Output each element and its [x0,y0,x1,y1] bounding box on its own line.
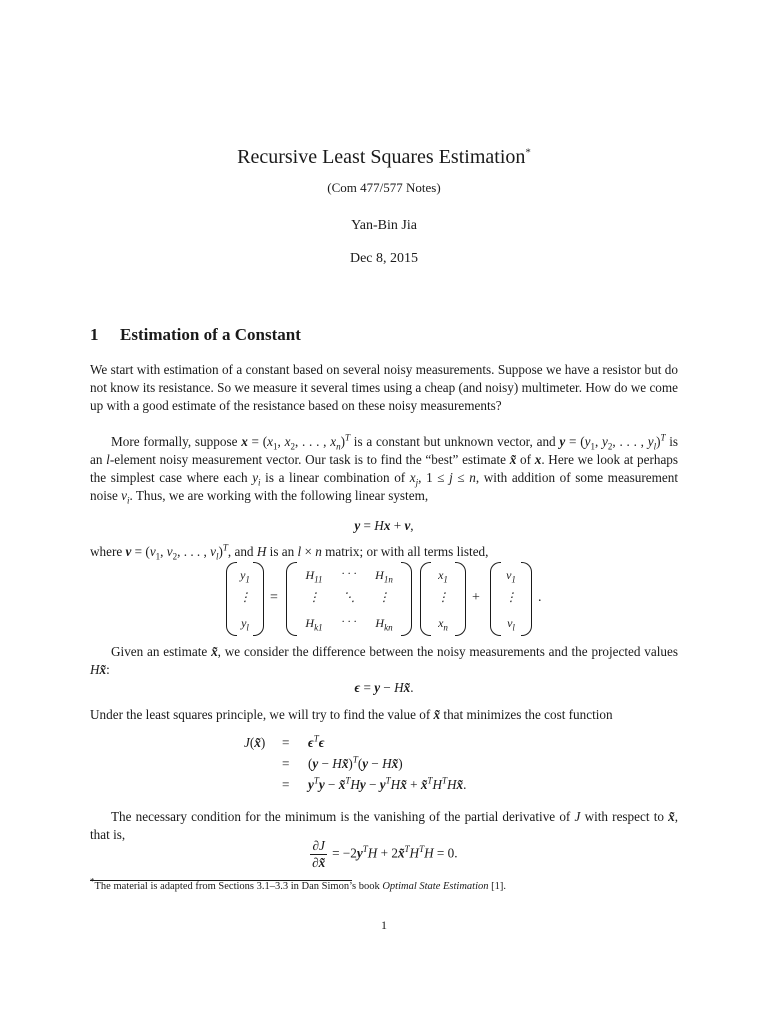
section-heading [90,325,301,345]
vector-y: $y_1$ ⋮ $y_l$ [226,562,264,636]
paragraph-noise-def: where $\nu = (\nu_1$, $\nu_2$, . . . , $\nu_l)^T$, and H is an l × n matrix; or with all terms listed, [90,542,489,562]
paper-date: Dec 8, 2015 [349,251,419,266]
equation-cost-lhs: J(x̃) [244,735,266,750]
paragraph-intro: We start with estimation of a constant based on several noisy measurements. Suppose we have a resistor but do not know its resistance. So we measure it several times using a cheap (and noisy) multimeter. How do we come up with a good estimate of the resistance based on these noisy measurements? [90,362,678,413]
equation-cost-line3: $y^Ty$ − x̃$^T$Hy − $y^THx̃$ + $x̃^TH^THx̃$. [308,775,467,792]
vector-nu: $\nu_1$ ⋮ $\nu_l$ [490,562,532,636]
footnote-reference: [1]. [491,881,506,892]
section-title: Estimation of a Constant [120,325,301,344]
section-number: 1 [90,325,99,344]
paper-subtitle: (Com 477/577 Notes) [327,180,441,195]
paragraph-necessary-condition: The necessary condition for the minimum is the vanishing of the partial derivative of J with respect to x̃, that is, [90,809,679,842]
footnote-book-title: Optimal State Estimation [382,881,489,892]
paper-author: Yan-Bin Jia [351,218,417,233]
page-number: 1 [381,918,387,932]
vector-x: $x_1$ ⋮ $x_n$ [420,562,466,636]
paragraph-least-squares: Under the least squares principle, we will try to find the value of x̃ that minimizes the cost function [90,707,613,722]
equation-linear-system: y = Hx + ν, [354,518,414,533]
equation-derivative: $\frac{\partial J}{\partial x̃}$ = $-2y^TH$ + $2x̃^TH^TH = 0$. [312,838,458,870]
equation-matrix-form: $y_1$ ⋮ $y_l$ = $H_{11}$ · · · $H_{1n}$ ⋮ ⋱ ⋮ $H_{k1}$ · · · $H_{kn}$ $x_1$ ⋮ $x_n$ + $\nu_1$ ⋮ $\nu_l$ . [226,562,556,636]
footnote-mark: * [90,876,95,887]
equation-cost-eq1: = [282,735,290,750]
footnote [90,876,506,892]
matrix-h: $H_{11}$ · · · $H_{1n}$ ⋮ ⋱ ⋮ $H_{k1}$ · · · $H_{kn}$ [286,562,412,636]
equation-cost-eq3: = [282,777,290,792]
paper-title [0,146,768,169]
title-footnote-mark: * [525,146,531,159]
equation-cost-eq2: = [282,756,290,771]
paragraph-formal: More formally, suppose $x = (x_1$, $x_2$, . . . , $x_n)^T$ is a constant but unknown vector, and $y = (y_1$, $y_2$, . . . , $y_l)^T$ is an l-element noisy measurement vector. Our task is to find the “best” estimate x̃ of x. Here we look at perhaps the simplest case where each $y_i$ is a linear combination of $x_j$, 1 ≤ j ≤ n, with addition of some measurement noise $\nu_i$. Thus, we are working with the following linear system, [90,432,679,506]
paragraph-estimate: Given an estimate x̃, we consider the difference between the noisy measurements and the projected values Hx̃: [90,644,679,677]
equation-error: ϵ = y − Hx̃. [354,680,414,695]
equation-cost-line1: $\epsilon^T\epsilon$ [308,733,325,750]
footnote-text: The material is adapted from Sections 3.1–3.3 in Dan Simon’s book [94,881,380,892]
equation-cost-line2: (y − Hx̃)$^T$(y − Hx̃) [308,754,403,771]
title-text: Recursive Least Squares Estimation [237,146,526,168]
